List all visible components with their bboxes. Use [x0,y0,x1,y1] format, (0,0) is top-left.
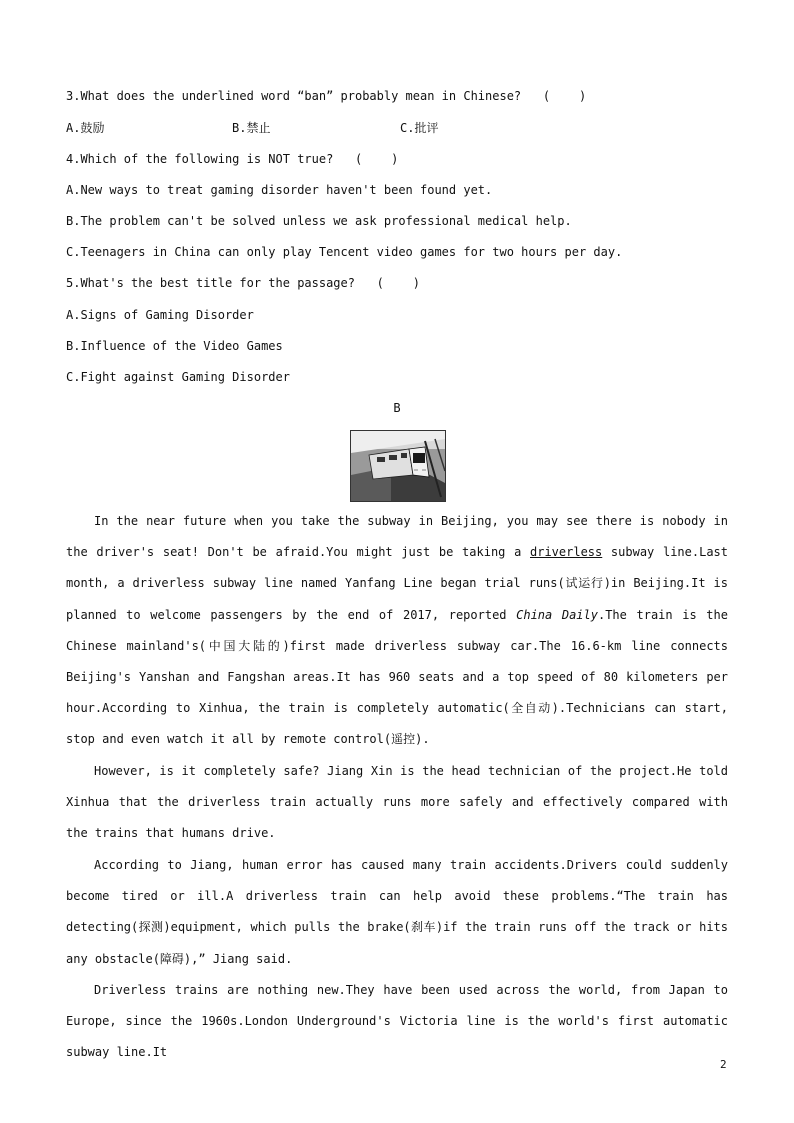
question-4-option-b: B.The problem can't be solved unless we ask professional medical help. [66,214,572,228]
section-b-heading: B [393,401,401,415]
passage-b-paragraph-4 [66,975,728,1069]
paragraph-2-text: However, is it completely safe? Jiang Xin is the head technician of the project.He told Xinhua that the driverless train actually runs more safely and effectively compared with the trains that humans drive. [66,764,728,841]
question-4-option-a: A.New ways to treat gaming disorder haven't been found yet. [66,183,493,197]
source-china-daily: China Daily [516,607,598,622]
question-3-option-b: B.禁止 [232,121,271,135]
question-5-stem: 5.What's the best title for the passage? ( ) [66,276,421,290]
question-5-option-a: A.Signs of Gaming Disorder [66,308,254,322]
paragraph-1-text-a: In the near future when you take the subway in Beijing, you may see there is nobody in the driver's seat! Don't be afraid.You might just be taking a [66,514,728,560]
passage-b-paragraph-1 [66,506,728,756]
question-3-stem: 3.What does the underlined word “ban” probably mean in Chinese? ( ) [66,89,587,103]
question-4-stem: 4.Which of the following is NOT true? ( ) [66,152,399,166]
question-5-option-b: B.Influence of the Video Games [66,339,283,353]
passage-b-paragraph-3 [66,850,728,975]
passage-b-paragraph-2 [66,756,728,850]
question-4-option-c: C.Teenagers in China can only play Tencent video games for two hours per day. [66,245,623,259]
question-3-option-a: A.鼓励 [66,121,105,135]
question-5-option-c: C.Fight against Gaming Disorder [66,370,290,384]
subway-train-photo [350,430,446,502]
question-3-option-c: C.批评 [400,121,439,135]
underlined-word-driverless: driverless [530,545,603,560]
paragraph-1-text-b: subway line.Last month, a driverless subway line named Yanfang Line began trial runs(试运行)in Beijing.It is planned to welcome passengers by the end of 2017, reported [66,545,728,622]
paragraph-1-text-c: .The train is the Chinese mainland's(中国大陆的)first made driverless subway car.The 16.6-km line connects Beijing's Yanshan and Fangshan areas.It has 960 seats and a top speed of 80 kilometers per hour.According to Xinhua, the train is completely automatic(全自动).Technicians can start, stop and even watch it all by remote control(遥控). [66,607,728,747]
question-3-options [66,119,728,135]
paragraph-3-text: According to Jiang, human error has caused many train accidents.Drivers could suddenly become tired or ill.A driverless train can help avoid these problems.“The train has detecting(探测)equipment, which pulls the brake(刹车)if the train runs off the track or hits any obstacle(障碍),” Jiang said. [66,858,728,966]
paragraph-4-text: Driverless trains are nothing new.They have been used across the world, from Japan to Europe, since the 1960s.London Underground's Victoria line is the world's first automatic subway line.It [66,983,728,1060]
page-number: 2 [720,1058,727,1071]
